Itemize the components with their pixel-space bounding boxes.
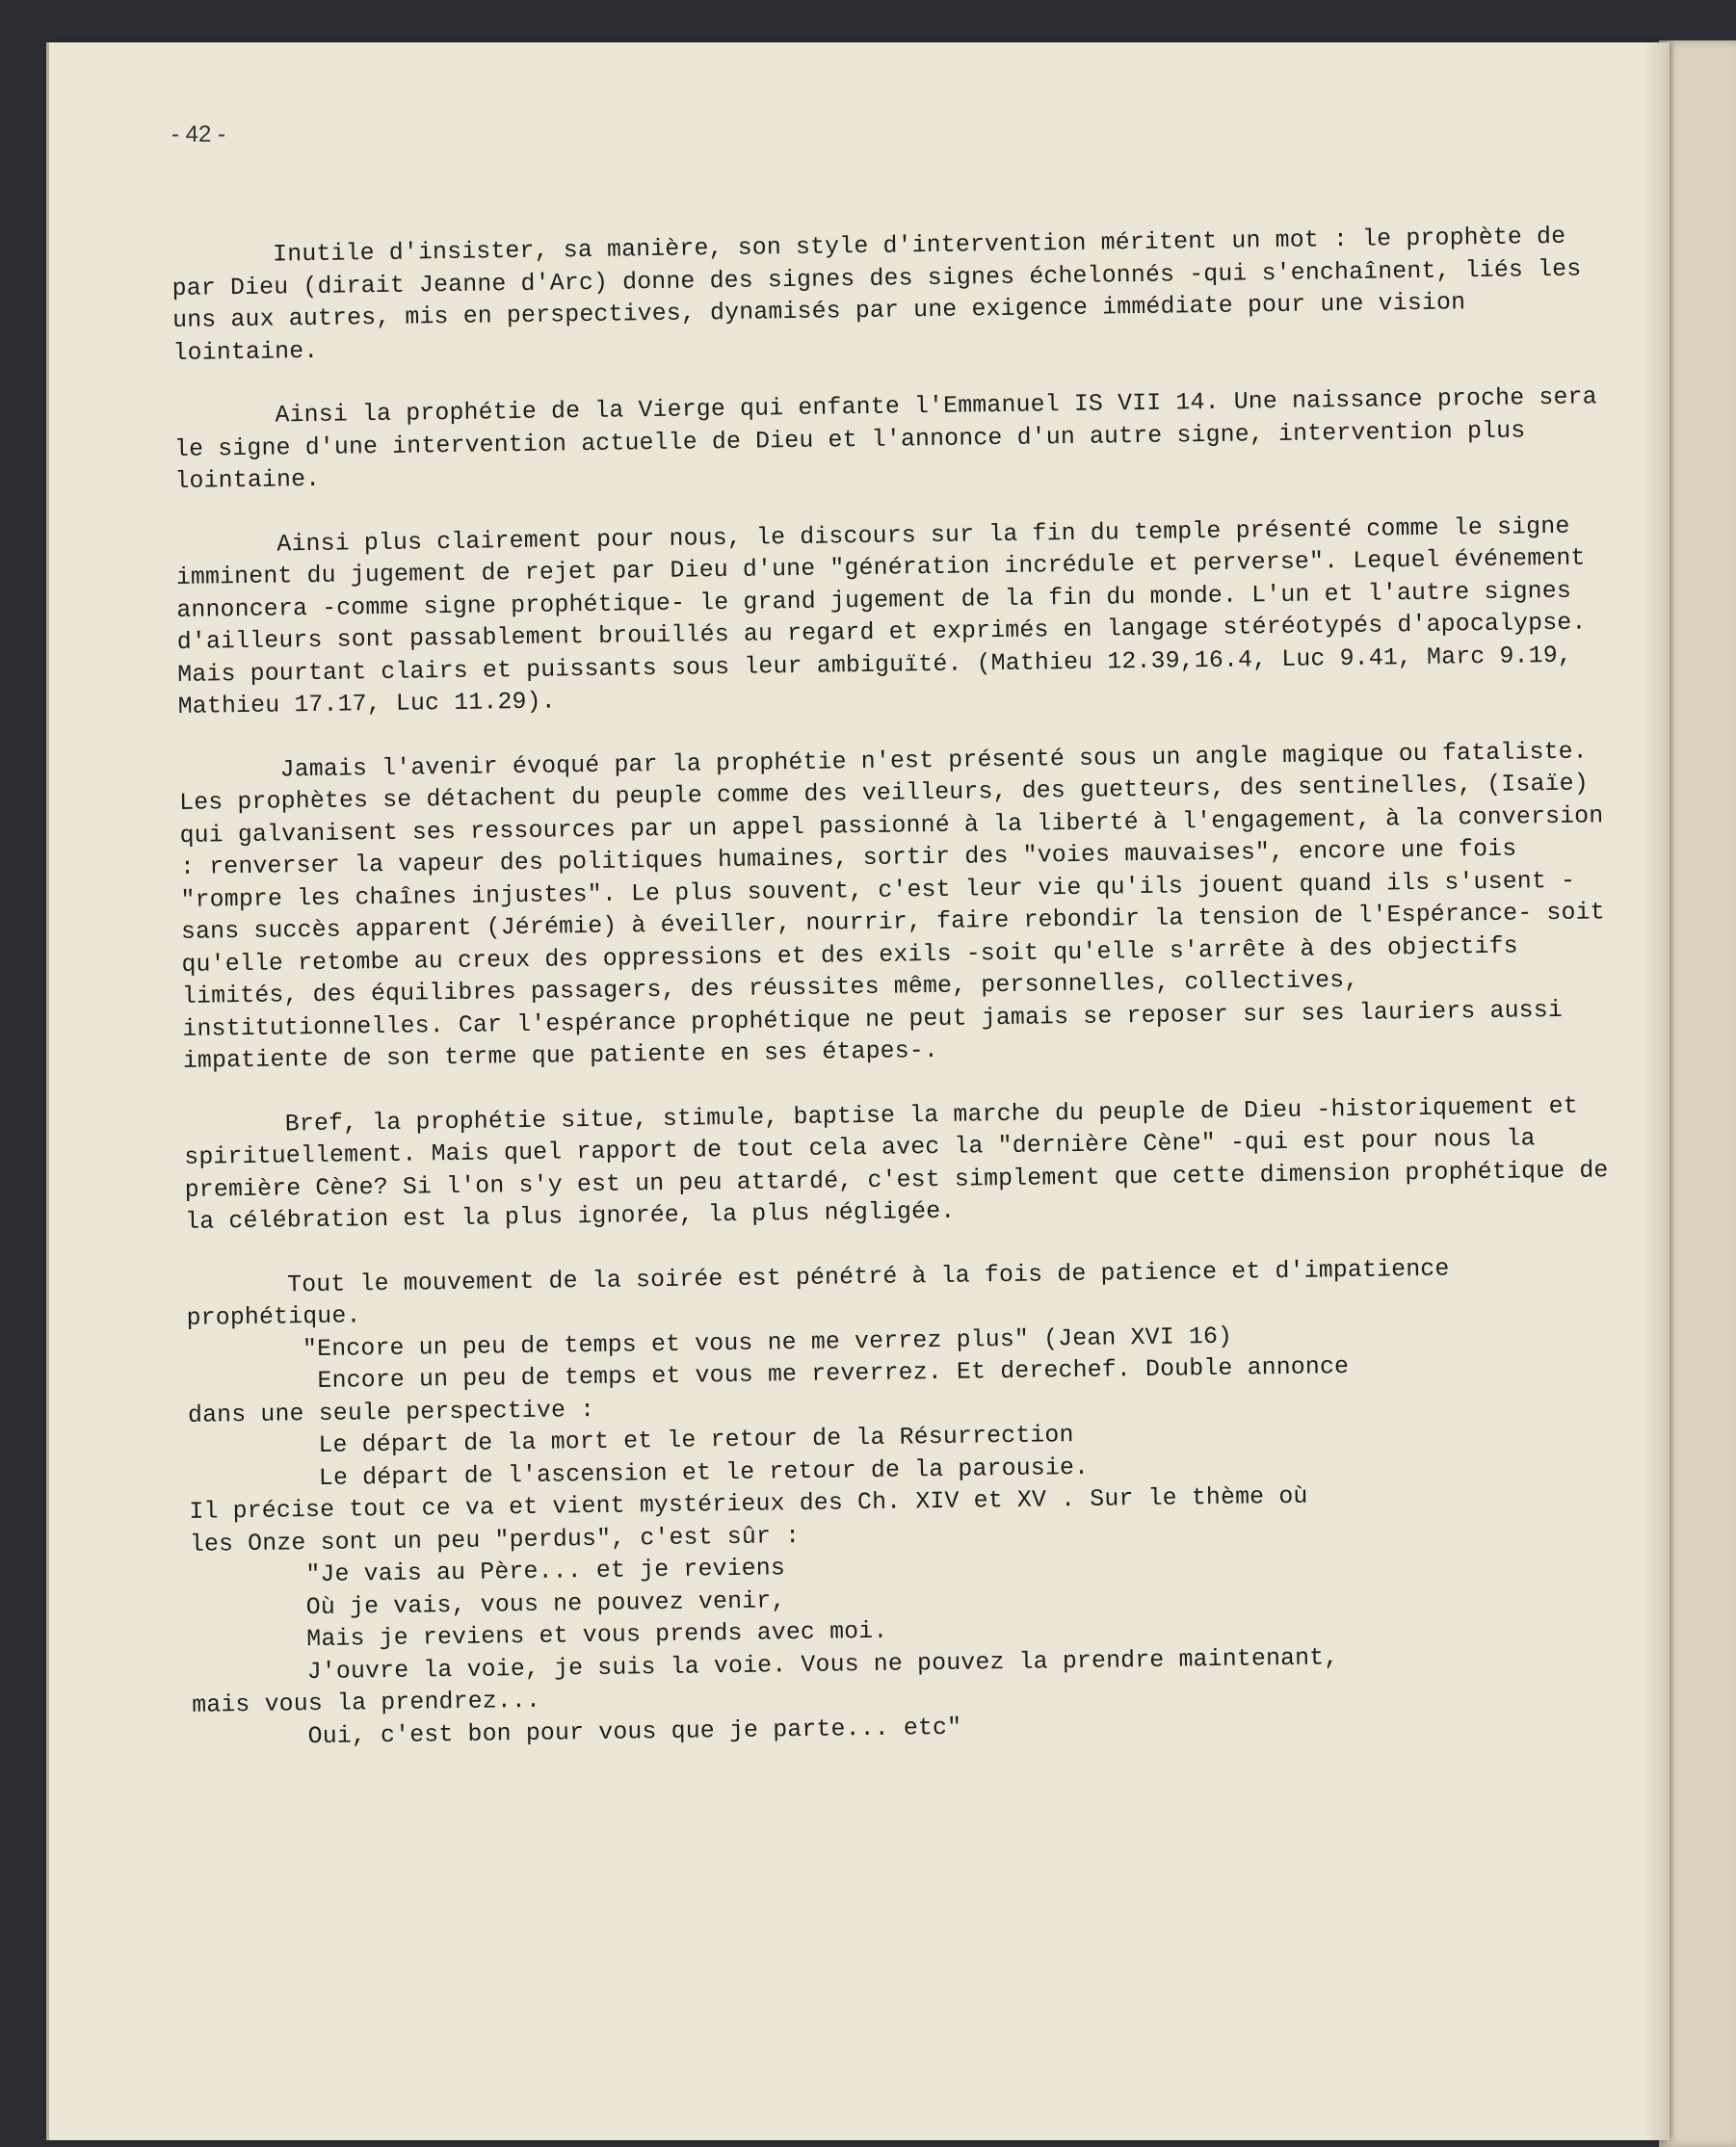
quote-line-8: "Je vais au Père... et je reviens <box>305 1555 786 1589</box>
paragraph-3: Ainsi plus clairement pour nous, le discours sur la fin du temple présenté comme le signe imminent du jugement de rejet par Dieu d'une "génération incrédule et perverse". Lequel événement annoncera -comme signe prophétique- le grand jugement de la fin du monde. L'un et l'autre signes d'ailleurs sont passablement brouillés au regard et exprimés en langage stéréotypés d'apocalypse. Mais pourtant clairs et puissants sous leur ambiguïté. (Mathieu 12.39,16.4, Luc 9.41, Marc 9.19, Mathieu 17.17, Luc 11.29). <box>175 512 1587 720</box>
quote-line-1: "Encore un peu de temps et vous ne me verrez plus" (Jean XVI 16) <box>302 1322 1233 1363</box>
paragraph-4: Jamais l'avenir évoqué par la prophétie n'est présenté sous un angle magique ou fataliste. Les prophètes se détachent du peuple comme des veilleurs, des guetteurs, des sentinelles, (Isaïe) qui galvanisent ses ressources par un appel passionné à la liberté à l'engagement, à la conversion : renverser la vapeur des politiques humaines, sortir des "voies mauvaises", encore une fois "rompre les chaînes injustes". Le plus souvent, c'est leur vie qu'ils jouent quand ils s'usent -sans succès apparent (Jérémie) à éveiller, nourrir, faire rebondir la tension de l'Espérance- soit qu'elle retombe au creux des oppressions et des exils -soit qu'elle s'arrête à des objectifs limités, des équilibres passagers, des réussites même, personnelles, collectives, institutionnelles. Car l'espérance prophétique ne peut jamais se reposer sur ses lauriers aussi impatiente de son terme que patiente en ses étapes-. <box>178 738 1605 1075</box>
next-page-edge <box>1659 40 1736 2147</box>
quote-line-6: Il précise tout ce va et vient mystérieux des Ch. XIV et XV . Sur le thème où <box>189 1482 1308 1526</box>
page-number: - 42 - <box>171 121 226 147</box>
quote-line-9: Où je vais, vous ne pouvez venir, <box>305 1586 786 1621</box>
document-text <box>171 221 1618 1755</box>
quote-line-12: mais vous la prendrez... <box>192 1687 541 1719</box>
paragraph-6: Tout le mouvement de la soirée est pénétré à la fois de patience et d'impatience prophétique. <box>186 1255 1450 1332</box>
quote-line-4: Le départ de la mort et le retour de la Résurrection <box>318 1422 1074 1459</box>
quote-line-2: Encore un peu de temps et vous me reverrez. Et derechef. Double annonce <box>317 1353 1350 1395</box>
paragraph-5: Bref, la prophétie situe, stimule, baptise la marche du peuple de Dieu -historiquement et spirituellement. Mais quel rapport de tout cela avec la "dernière Cène" -qui est pour nous la première Cène? Si l'on s'y est un peu attardé, c'est simplement que cette dimension prophétique de la célébration est la plus ignorée, la plus négligée. <box>184 1092 1609 1236</box>
quote-line-7: les Onze sont un peu "perdus", c'est sûr : <box>189 1522 801 1558</box>
quote-line-5: Le départ de l'ascension et le retour de la parousie. <box>318 1453 1090 1492</box>
paragraph-1: Inutile d'insister, sa manière, son style d'intervention méritent un mot : le prophète de par Dieu (dirait Jeanne d'Arc) donne des signes des signes échelonnés -qui s'enchaînent, liés les uns aux autres, mis en perspectives, dynamisés par une exigence immédiate pour une vision lointaine. <box>171 223 1582 367</box>
quote-line-10: Mais je reviens et vous prends avec moi. <box>306 1617 888 1654</box>
quote-line-13: Oui, c'est bon pour vous que je parte... etc" <box>307 1714 962 1750</box>
quote-line-11: J'ouvre la voie, je suis la voie. Vous ne pouvez la prendre maintenant, <box>306 1643 1339 1686</box>
quote-line-3: dans une seule perspective : <box>187 1396 595 1429</box>
paragraph-2: Ainsi la prophétie de la Vierge qui enfante l'Emmanuel IS VII 14. Une naissance proche sera le signe d'une intervention actuelle de Dieu et l'annonce d'un autre signe, intervention plus lointaine. <box>173 383 1597 495</box>
